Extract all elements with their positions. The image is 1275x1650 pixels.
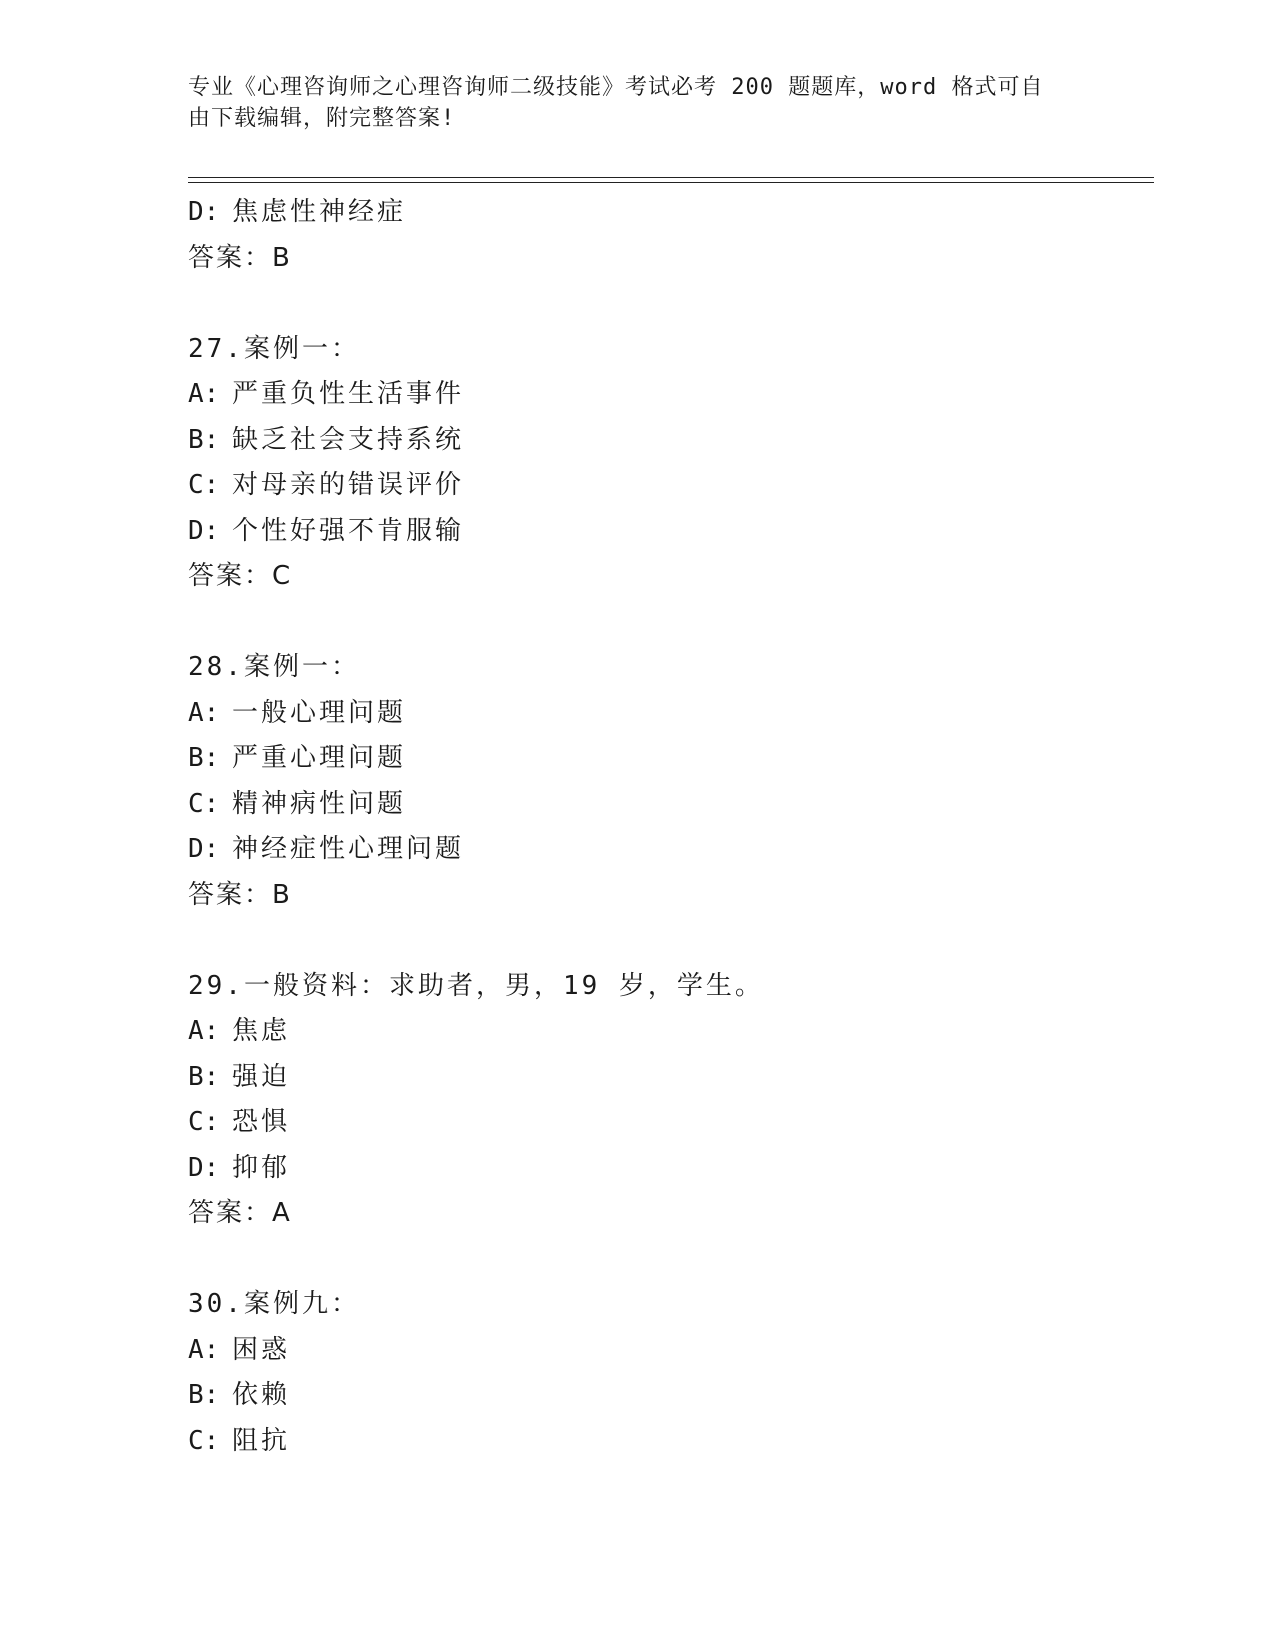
option-row (188, 1146, 1148, 1192)
option-label: D: (188, 834, 220, 864)
option-row (188, 1373, 1148, 1419)
option-row (188, 736, 1148, 782)
option-label: A: (188, 697, 220, 728)
answer-line: 答案：A (188, 1198, 292, 1228)
option-row (188, 190, 1148, 236)
document-header (188, 72, 1068, 134)
option-row (188, 1100, 1148, 1146)
header-divider-top (188, 177, 1154, 178)
spacer (188, 600, 1148, 646)
header-line-1: 专业《心理咨询师之心理咨询师二级技能》考试必考 200 题题库，word 格式可自 (188, 75, 1044, 100)
option-text: 精神病性问题 (232, 788, 407, 819)
option-label: B: (188, 424, 220, 455)
option-label: B: (188, 743, 220, 773)
question-list (188, 190, 1148, 1464)
option-text: 个性好强不肯服输 (232, 515, 465, 546)
question-stem: 29.一般资料：求助者，男，19 岁，学生。 (188, 970, 764, 1001)
option-row (188, 782, 1148, 828)
option-row (188, 509, 1148, 555)
question-stem: 28.案例一： (188, 652, 360, 682)
option-label: C: (188, 470, 220, 500)
answer-line: 答案：B (188, 879, 292, 910)
option-text: 严重心理问题 (232, 743, 407, 773)
option-label: B: (188, 1380, 220, 1410)
option-text: 抑郁 (232, 1152, 291, 1183)
option-row (188, 691, 1148, 737)
header-divider-bottom (188, 182, 1154, 183)
option-text: 缺乏社会支持系统 (232, 424, 465, 455)
answer-line: 答案：C (188, 561, 293, 591)
option-text: 阻抗 (232, 1425, 291, 1456)
spacer (188, 918, 1148, 964)
spacer (188, 281, 1148, 327)
option-label: D: (188, 197, 220, 227)
option-label: A: (188, 1016, 220, 1046)
option-label: C: (188, 788, 220, 819)
option-row (188, 1009, 1148, 1055)
question-stem: 27.案例一： (188, 333, 360, 364)
option-text: 困惑 (232, 1334, 291, 1365)
option-text: 依赖 (232, 1380, 291, 1410)
header-line-2: 由下载编辑，附完整答案! (188, 106, 456, 131)
option-row (188, 418, 1148, 464)
option-text: 焦虑性神经症 (232, 197, 407, 227)
option-label: C: (188, 1425, 220, 1456)
option-row (188, 463, 1148, 509)
option-text: 一般心理问题 (232, 697, 407, 728)
option-row (188, 827, 1148, 873)
option-row (188, 1055, 1148, 1101)
option-text: 严重负性生活事件 (232, 379, 465, 409)
option-label: A: (188, 379, 220, 409)
option-text: 对母亲的错误评价 (232, 470, 465, 500)
option-text: 强迫 (232, 1061, 291, 1092)
spacer (188, 1237, 1148, 1283)
question-stem: 30.案例九： (188, 1289, 360, 1319)
answer-line: 答案：B (188, 242, 292, 273)
option-label: D: (188, 1152, 220, 1183)
option-row (188, 1419, 1148, 1465)
option-row (188, 1328, 1148, 1374)
option-text: 神经症性心理问题 (232, 834, 465, 864)
option-text: 焦虑 (232, 1016, 291, 1046)
option-label: C: (188, 1107, 220, 1137)
option-text: 恐惧 (232, 1107, 291, 1137)
option-row (188, 372, 1148, 418)
option-label: B: (188, 1061, 220, 1092)
option-label: A: (188, 1334, 220, 1365)
option-label: D: (188, 515, 220, 546)
